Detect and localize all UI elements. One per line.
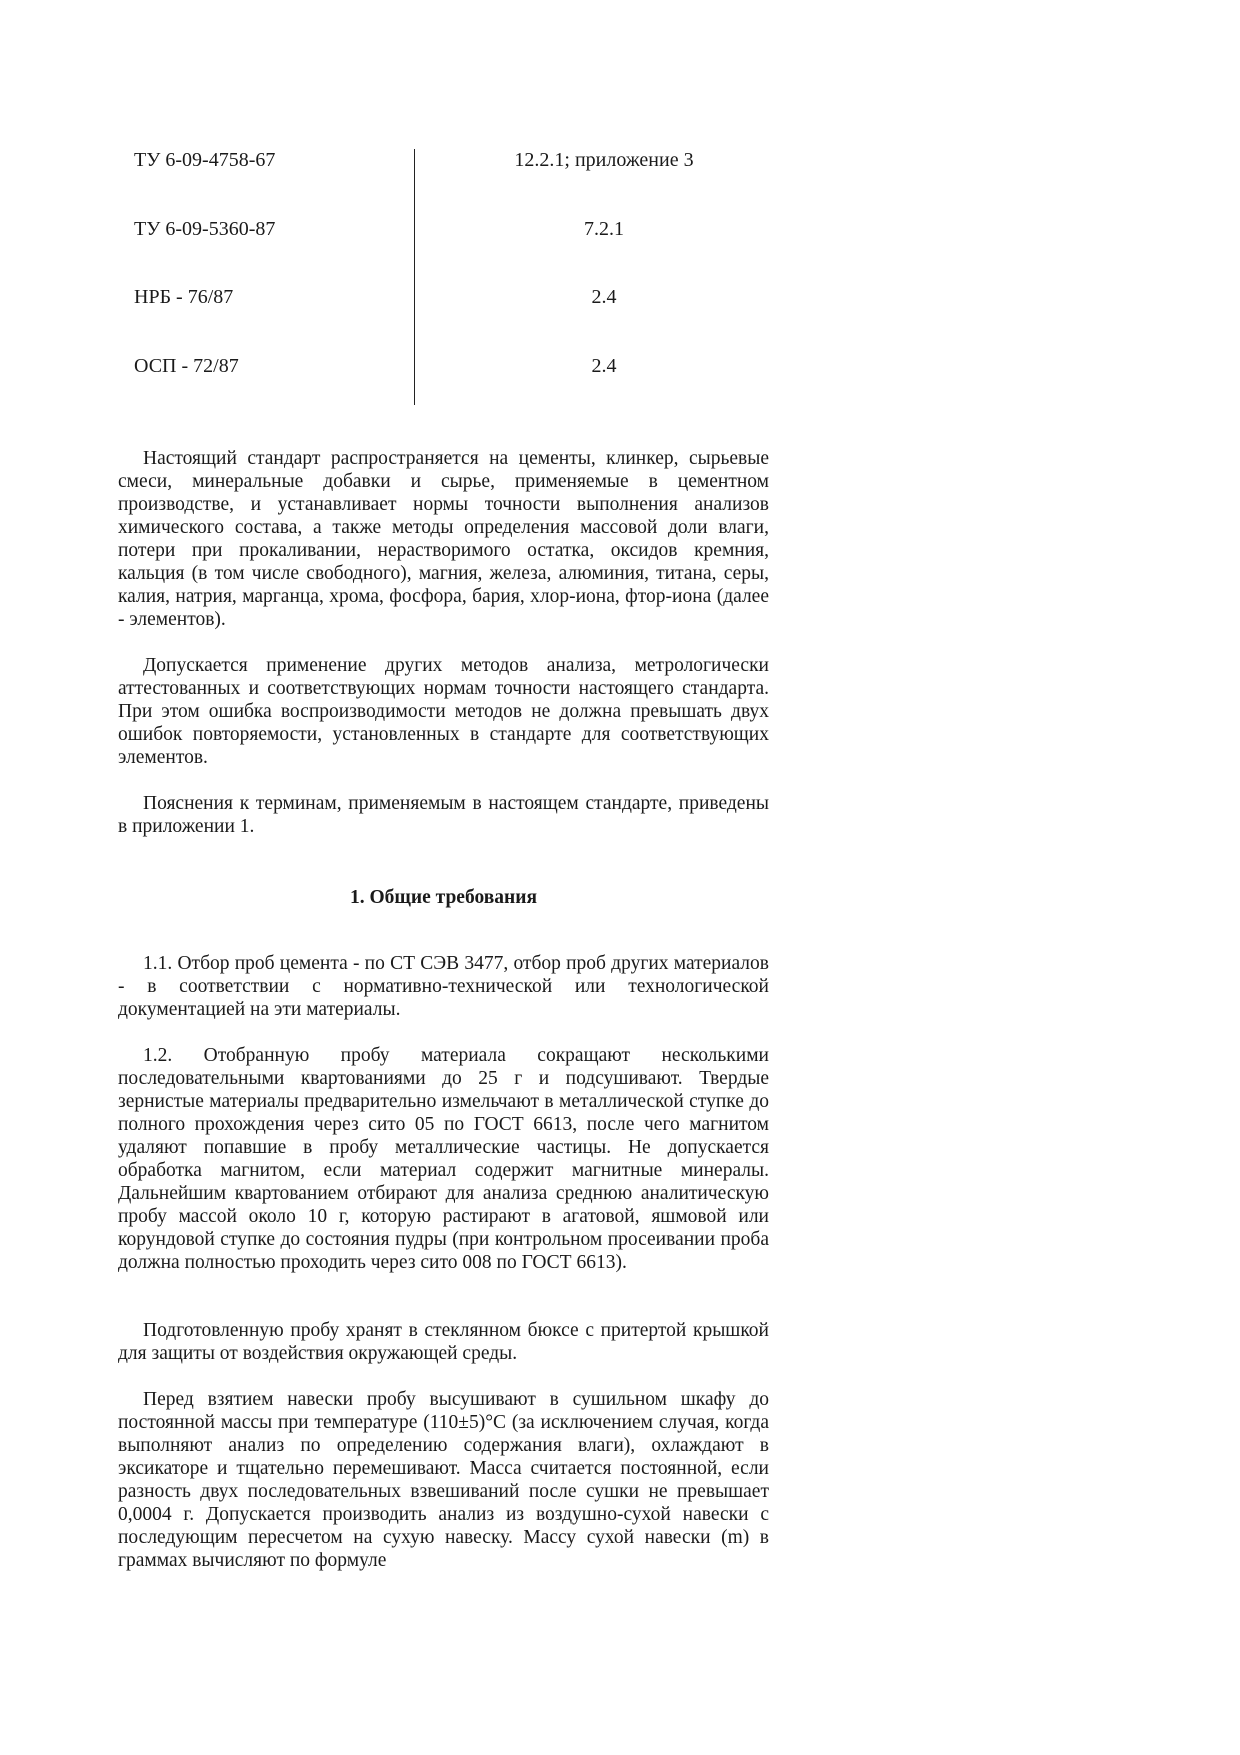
reference-clause: 7.2.1 [584, 218, 624, 240]
scope-paragraph: Настоящий стандарт распространяется на цементы, клинкер, сырьевые смеси, минеральные добавки и сырье, применяемые в цементном производстве, и устанавливает нормы точности выполнения анализов химического состава, а также методы определения массовой доли влаги, потери при прокаливании, нерастворимого остатка, оксидов кремния, кальция (в том числе свободного), магния, железа, алюминия, титана, серы, калия, натрия, марганца, хрома, фосфора, бария, хлор-иона, фтор-иона (далее - элементов). [118, 448, 769, 630]
reference-clause: 12.2.1; приложение 3 [514, 149, 694, 171]
alternative-methods-paragraph: Допускается применение других методов анализа, метрологически аттестованных и соответствующих нормам точности настоящего стандарта. При этом ошибка воспроизводимости методов не должна превышать двух ошибок повторяемости, установленных в стандарте для соответствующих элементов. [118, 655, 769, 768]
clause-1-2: 1.2. Отобранную пробу материала сокращают несколькими последовательными квартованиями до 25 г и подсушивают. Твердые зернистые материалы предварительно измельчают в металлической ступке до полного прохождения через сито 05 по ГОСТ 6613, после чего магнитом удаляют попавшие в пробу металлические частицы. Не допускается обработка магнитом, если материал содержит магнитные минералы. Дальнейшим квартованием отбирают для анализа среднюю аналитическую пробу массой около 10 г, которую растирают в агатовой, яшмовой или корундовой ступке до состояния пудры (при контрольном просеивании проба должна полностью проходить через сито 008 по ГОСТ 6613). [118, 1045, 769, 1273]
reference-clause: 2.4 [591, 286, 617, 308]
reference-document: ТУ 6-09-5360-87 [134, 218, 276, 240]
table-row [118, 145, 758, 175]
table-row [118, 282, 758, 312]
terms-paragraph: Пояснения к терминам, применяемым в настоящем стандарте, приведены в приложении 1. [118, 793, 769, 837]
reference-clause: 2.4 [591, 355, 617, 377]
drying-paragraph: Перед взятием навески пробу высушивают в сушильном шкафу до постоянной массы при температуре (110±5)°С (за исключением случая, когда выполняют анализ по определению содержания влаги), охлаждают в эксикаторе и тщательно перемешивают. Масса считается постоянной, если разность двух последовательных взвешиваний после сушки не превышает 0,0004 г. Допускается производить анализ из воздушно-сухой навески с последующим пересчетом на сухую навеску. Массу сухой навески (m) в граммах вычисляют по формуле [118, 1389, 769, 1571]
table-row [118, 351, 758, 381]
section-heading: 1. Общие требования [349, 887, 538, 908]
storage-paragraph: Подготовленную пробу хранят в стеклянном бюксе с притертой крышкой для защиты от воздействия окружающей среды. [118, 1320, 769, 1364]
table-row [118, 214, 758, 244]
reference-document: ТУ 6-09-4758-67 [134, 149, 276, 171]
reference-document: НРБ - 76/87 [134, 286, 234, 308]
reference-table [118, 145, 758, 407]
clause-1-1: 1.1. Отбор проб цемента - по СТ СЭВ 3477, отбор проб других материалов - в соответствии с нормативно-технической или технологической документацией на эти материалы. [118, 953, 769, 1020]
reference-document: ОСП - 72/87 [134, 355, 239, 377]
